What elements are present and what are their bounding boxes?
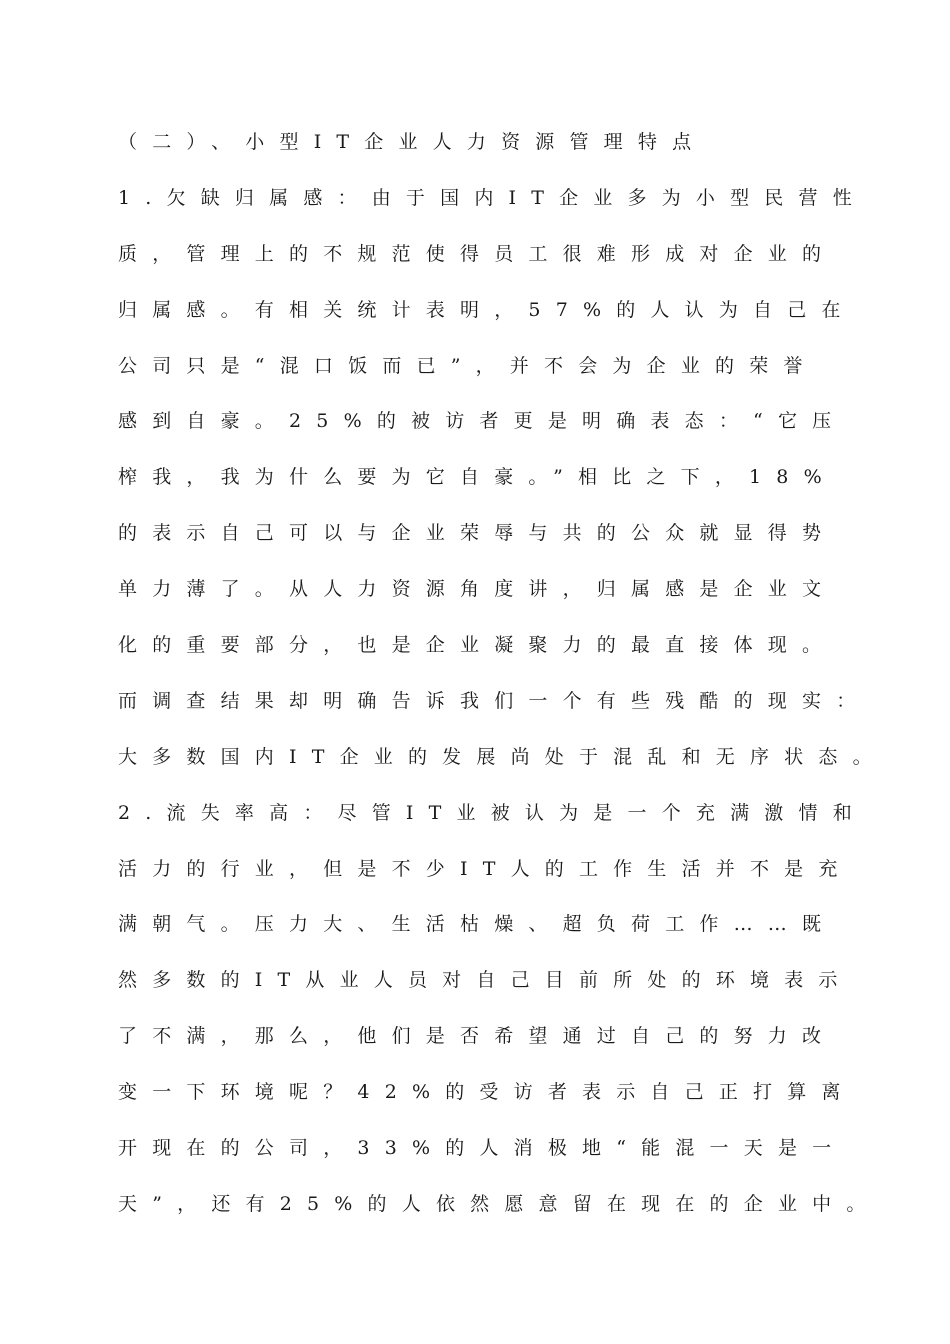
text-line: 感到自豪。25%的被访者更是明确表态：“它压: [118, 410, 847, 433]
text-line: 质，管理上的不规范使得员工很难形成对企业的: [118, 242, 837, 265]
text-line: 满朝气。压力大、生活枯燥、超负荷工作……既: [118, 913, 837, 936]
text-line: 2.流失率高：尽管IT业被认为是一个充满激情和: [118, 801, 867, 824]
text-line: 活力的行业，但是不少IT人的工作生活并不是充: [118, 857, 853, 880]
text-line: 单力薄了。从人力资源角度讲，归属感是企业文: [118, 578, 837, 601]
text-line: 天”，还有25%的人依然愿意留在现在的企业中。: [118, 1192, 881, 1215]
text-line: 而调查结果却明确告诉我们一个有些残酷的现实：: [118, 689, 871, 712]
text-line: 榨我，我为什么要为它自豪。”相比之下，18%: [118, 466, 837, 489]
text-line: 公司只是“混口饭而已”，并不会为企业的荣誉: [118, 354, 818, 377]
text-line: 1.欠缺归属感：由于国内IT企业多为小型民营性: [118, 186, 867, 209]
text-line: 了不满，那么，他们是否希望通过自己的努力改: [118, 1025, 837, 1048]
section-heading: （二）、小型IT企业人力资源管理特点: [118, 131, 707, 153]
text-line: 化的重要部分，也是企业凝聚力的最直接体现。: [118, 634, 837, 657]
text-line: 归属感。有相关统计表明，57%的人认为自己在: [118, 298, 856, 321]
text-line: 变一下环境呢？42%的受访者表示自己正打算离: [118, 1081, 856, 1104]
text-line: 然多数的IT从业人员对自己目前所处的环境表示: [118, 969, 853, 992]
text-line: 大多数国内IT企业的发展尚处于混乱和无序状态。: [118, 745, 887, 768]
text-line: 的表示自己可以与企业荣辱与共的公众就显得势: [118, 522, 837, 545]
document-body: [118, 122, 887, 1240]
text-line: 开现在的公司，33%的人消极地“能混一天是一: [118, 1137, 847, 1160]
